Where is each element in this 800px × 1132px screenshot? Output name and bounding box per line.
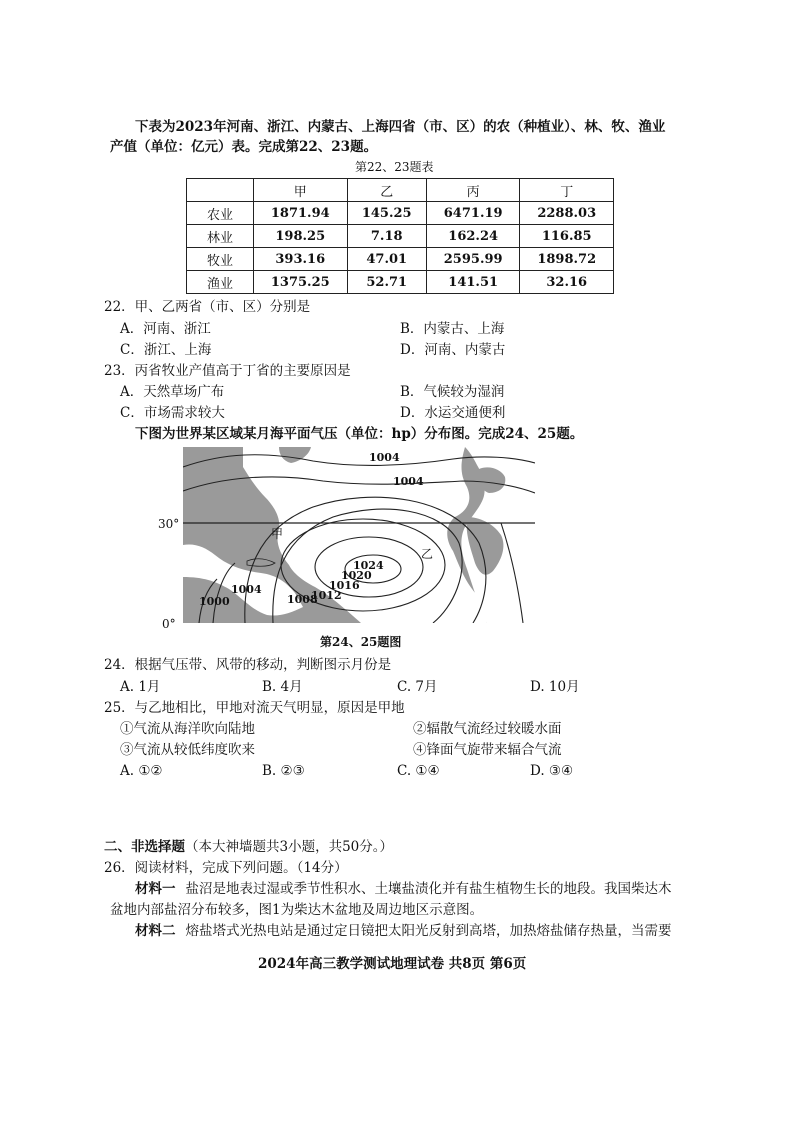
- table-cell: 52.71: [347, 271, 426, 294]
- q26-stem: 26．阅读材料，完成下列问题。（14分）: [104, 860, 348, 876]
- table-cell: 2288.03: [520, 202, 614, 225]
- q25-statement-3: ③气流从较低纬度吹来: [120, 742, 255, 758]
- table-corner: [187, 179, 254, 202]
- q25-statement-1: ①气流从海洋吹向陆地: [120, 721, 255, 737]
- q25-statement-4: ④锋面气旋带来辐合气流: [413, 742, 562, 758]
- table-cell: 162.24: [426, 225, 520, 248]
- q24-option-d[interactable]: D. 10月: [530, 679, 580, 695]
- q24-stem: 24．根据气压带、风带的移动，判断图示月份是: [104, 657, 392, 673]
- isobar-label: 1008: [287, 593, 318, 606]
- point-yi-label: 乙: [421, 547, 434, 561]
- q25-stem: 25．与乙地相比，甲地对流天气明显，原因是甲地: [104, 700, 405, 716]
- table-row: [187, 225, 614, 248]
- q23-stem: 23．丙省牧业产值高于丁省的主要原因是: [104, 363, 351, 379]
- row-label: 林业: [187, 225, 254, 248]
- table-cell: 47.01: [347, 248, 426, 271]
- page-footer: 2024年高三教学测试地理试卷 共8页 第6页: [258, 956, 527, 972]
- q25-option-b[interactable]: B. ②③: [262, 763, 305, 779]
- table-header: 丁: [520, 179, 614, 202]
- q22-option-d[interactable]: D．河南、内蒙古: [400, 342, 506, 358]
- isobar-label: 1020: [341, 569, 372, 582]
- table-cell: 1871.94: [254, 202, 348, 225]
- material1-text: 盐沼是地表过湿或季节性积水、土壤盐渍化并有盐生植物生长的地段。我国柴达木: [185, 881, 672, 897]
- row-label: 农业: [187, 202, 254, 225]
- map-caption: 第24、25题图: [320, 635, 402, 649]
- isobar-label: 1012: [311, 589, 342, 602]
- q23-option-d[interactable]: D．水运交通便利: [400, 405, 506, 421]
- table-cell: 198.25: [254, 225, 348, 248]
- q23-option-a[interactable]: A．天然草场广布: [120, 384, 225, 400]
- table-row: [187, 202, 614, 225]
- section2-note: （本大神墙题共3小题，共50分。）: [185, 839, 394, 855]
- intro1-line2: 产值（单位：亿元）表。完成第22、23题。: [110, 139, 378, 155]
- row-label: 牧业: [187, 248, 254, 271]
- row-label: 渔业: [187, 271, 254, 294]
- isobar-label: 1024: [353, 559, 384, 572]
- q25-option-d[interactable]: D. ③④: [530, 763, 574, 779]
- q24-option-a[interactable]: A. 1月: [120, 679, 161, 695]
- table-caption: 第22、23题表: [355, 160, 434, 174]
- table-header: 甲: [254, 179, 348, 202]
- point-jia-label: 甲: [271, 527, 284, 541]
- q26-material1-line2: 盆地内部盐沼分布较多，图1为柴达木盆地及周边地区示意图。: [110, 902, 484, 918]
- table-cell: 2595.99: [426, 248, 520, 271]
- isobar-label: 1016: [329, 579, 360, 592]
- material1-label: 材料一: [135, 881, 176, 897]
- q23-option-b[interactable]: B．气候较为湿润: [400, 384, 505, 400]
- q26-material2-line1: [135, 922, 672, 940]
- table-cell: 141.51: [426, 271, 520, 294]
- table-row: [187, 248, 614, 271]
- table-cell: 7.18: [347, 225, 426, 248]
- q22-stem: 22．甲、乙两省（市、区）分别是: [104, 299, 311, 315]
- table-cell: 6471.19: [426, 202, 520, 225]
- q23-option-c[interactable]: C．市场需求较大: [120, 405, 225, 421]
- isobar-label: 1004: [369, 451, 400, 464]
- output-value-table: [186, 178, 614, 294]
- section2-heading: [104, 838, 393, 856]
- material2-text: 熔盐塔式光热电站是通过定日镜把太阳光反射到高塔，加热熔盐储存热量，当需要: [185, 923, 672, 939]
- table-cell: 32.16: [520, 271, 614, 294]
- isobar-label: 1000: [199, 595, 230, 608]
- isobar-label: 1004: [393, 475, 424, 488]
- q25-statement-2: ②辐散气流经过较暖水面: [413, 721, 562, 737]
- material2-label: 材料二: [135, 923, 176, 939]
- table-cell: 393.16: [254, 248, 348, 271]
- table-cell: 1375.25: [254, 271, 348, 294]
- q22-option-b[interactable]: B．内蒙古、上海: [400, 321, 505, 337]
- pressure-map: [183, 447, 535, 623]
- table-header: 乙: [347, 179, 426, 202]
- section2-title: 二、非选择题: [104, 839, 185, 855]
- intro1-line1: 下表为2023年河南、浙江、内蒙古、上海四省（市、区）的农（种植业）、林、牧、渔业: [135, 119, 666, 135]
- q24-option-c[interactable]: C. 7月: [397, 679, 438, 695]
- lat-30-label: 30°: [158, 517, 180, 531]
- q25-option-a[interactable]: A. ①②: [120, 763, 163, 779]
- isobar-label: 1004: [231, 583, 262, 596]
- lat-0-label: 0°: [162, 617, 176, 631]
- table-header-row: [187, 179, 614, 202]
- q25-option-c[interactable]: C. ①④: [397, 763, 440, 779]
- table-cell: 145.25: [347, 202, 426, 225]
- q24-option-b[interactable]: B. 4月: [262, 679, 303, 695]
- q22-option-a[interactable]: A．河南、浙江: [120, 321, 211, 337]
- table-header: 丙: [426, 179, 520, 202]
- table-row: [187, 271, 614, 294]
- q26-material1-line1: [135, 880, 672, 898]
- intro2: 下图为世界某区域某月海平面气压（单位：hp）分布图。完成24、25题。: [135, 426, 584, 442]
- table-cell: 1898.72: [520, 248, 614, 271]
- table-cell: 116.85: [520, 225, 614, 248]
- q22-option-c[interactable]: C．浙江、上海: [120, 342, 212, 358]
